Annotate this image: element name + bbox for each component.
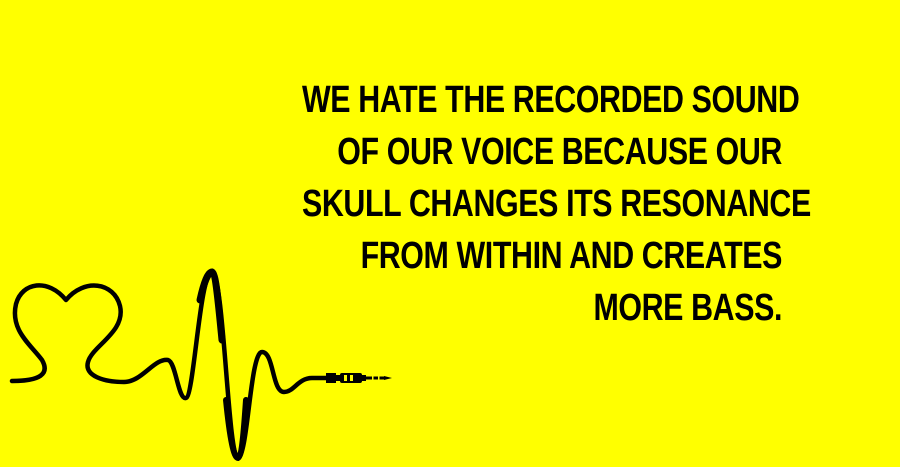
fact-line-4: FROM WITHIN AND CREATES [360,235,782,277]
fact-line-5: MORE BASS. [593,287,782,329]
cable-line [12,272,328,458]
fact-line-1: WE HATE THE RECORDED SOUND [302,79,800,121]
fact-line-3: SKULL CHANGES ITS RESONANCE [302,183,811,225]
heartbeat-audio-cable-icon [0,255,400,467]
cable-accent-2 [226,400,246,458]
fact-line-2: OF OUR VOICE BECAUSE OUR [337,131,782,173]
audio-jack-icon [326,373,392,383]
